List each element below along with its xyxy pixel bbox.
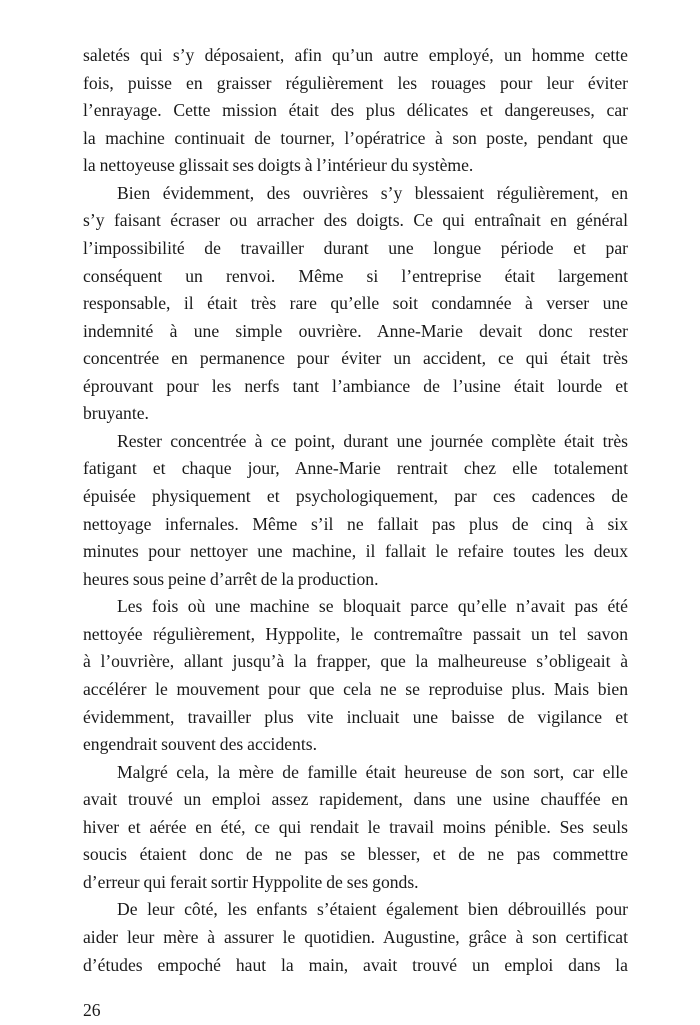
text-line: De leur côté, les enfants s’étaient également bien débrouillés pour xyxy=(117,899,628,920)
paragraph xyxy=(83,42,628,180)
text-line: nettoyage infernales. Même s’il ne fallait pas plus de cinq à six xyxy=(83,513,628,534)
text-line: l’impossibilité de travailler durant une longue période et par xyxy=(83,237,628,258)
text-line: conséquent un renvoi. Même si l’entreprise était largement xyxy=(83,265,628,286)
text-line: responsable, il était très rare qu’elle soit condamnée à verser une xyxy=(83,293,628,314)
text-line: fois, puisse en graisser régulièrement les rouages pour leur éviter xyxy=(83,72,628,93)
text-line: Malgré cela, la mère de famille était heureuse de son sort, car elle xyxy=(117,761,628,782)
text-line: évidemment, travailler plus vite incluait une baisse de vigilance et xyxy=(83,706,628,727)
text-line: fatigant et chaque jour, Anne-Marie rentrait chez elle totalement xyxy=(83,458,628,479)
text-line: saletés qui s’y déposaient, afin qu’un autre employé, un homme cette xyxy=(83,45,628,65)
text-line: minutes pour nettoyer une machine, il fallait le refaire toutes les deux xyxy=(83,541,628,562)
page-body xyxy=(83,0,628,979)
text-line: concentrée en permanence pour éviter un accident, ce qui était très xyxy=(83,348,628,369)
text-line: éprouvant pour les nerfs tant l’ambiance de l’usine était lourde et xyxy=(83,375,628,396)
paragraph xyxy=(83,593,628,758)
text-line: Les fois où une machine se bloquait parce qu’elle n’avait pas été xyxy=(117,596,628,617)
text-line: d’erreur qui ferait sortir Hyppolite de ses gonds. xyxy=(83,871,419,892)
paragraph xyxy=(83,180,628,428)
text-line: bruyante. xyxy=(83,403,149,424)
text-line: s’y faisant écraser ou arracher des doigts. Ce qui entraînait en général xyxy=(83,210,628,231)
paragraph xyxy=(83,896,628,979)
text-line: Rester concentrée à ce point, durant une journée complète était très xyxy=(117,430,628,451)
text-line: avait trouvé un emploi assez rapidement, dans une usine chauffée en xyxy=(83,789,628,810)
paragraph xyxy=(83,759,628,897)
text-line: la nettoyeuse glissait ses doigts à l’intérieur du système. xyxy=(83,155,474,176)
text-line: heures sous peine d’arrêt de la production. xyxy=(83,568,379,589)
text-line: à l’ouvrière, allant jusqu’à la frapper, que la malheureuse s’obligeait à xyxy=(83,651,628,672)
text-line: Bien évidemment, des ouvrières s’y blessaient régulièrement, en xyxy=(117,182,628,203)
text-line: la machine continuait de tourner, l’opératrice à son poste, pendant que xyxy=(83,127,628,148)
text-line: accélérer le mouvement pour que cela ne se reproduise plus. Mais bien xyxy=(83,678,628,699)
text-line: l’enrayage. Cette mission était des plus délicates et dangereuses, car xyxy=(83,100,628,121)
text-line: hiver et aérée en été, ce qui rendait le travail moins pénible. Ses seuls xyxy=(83,816,628,837)
text-line: aider leur mère à assurer le quotidien. Augustine, grâce à son certificat xyxy=(83,927,628,947)
text-line: indemnité à une simple ouvrière. Anne-Marie devait donc rester xyxy=(83,320,628,341)
page-number: 26 xyxy=(83,1000,101,1021)
text-line: nettoyée régulièrement, Hyppolite, le contremaître passait un tel savon xyxy=(83,623,628,644)
text-line: engendrait souvent des accidents. xyxy=(83,734,317,755)
text-line: d’études empoché haut la main, avait trouvé un emploi dans la xyxy=(83,954,628,975)
text-line: épuisée physiquement et psychologiquement, par ces cadences de xyxy=(83,486,628,506)
text-line: soucis étaient donc de ne pas se blesser, et de ne pas commettre xyxy=(83,844,628,865)
paragraph xyxy=(83,428,628,593)
